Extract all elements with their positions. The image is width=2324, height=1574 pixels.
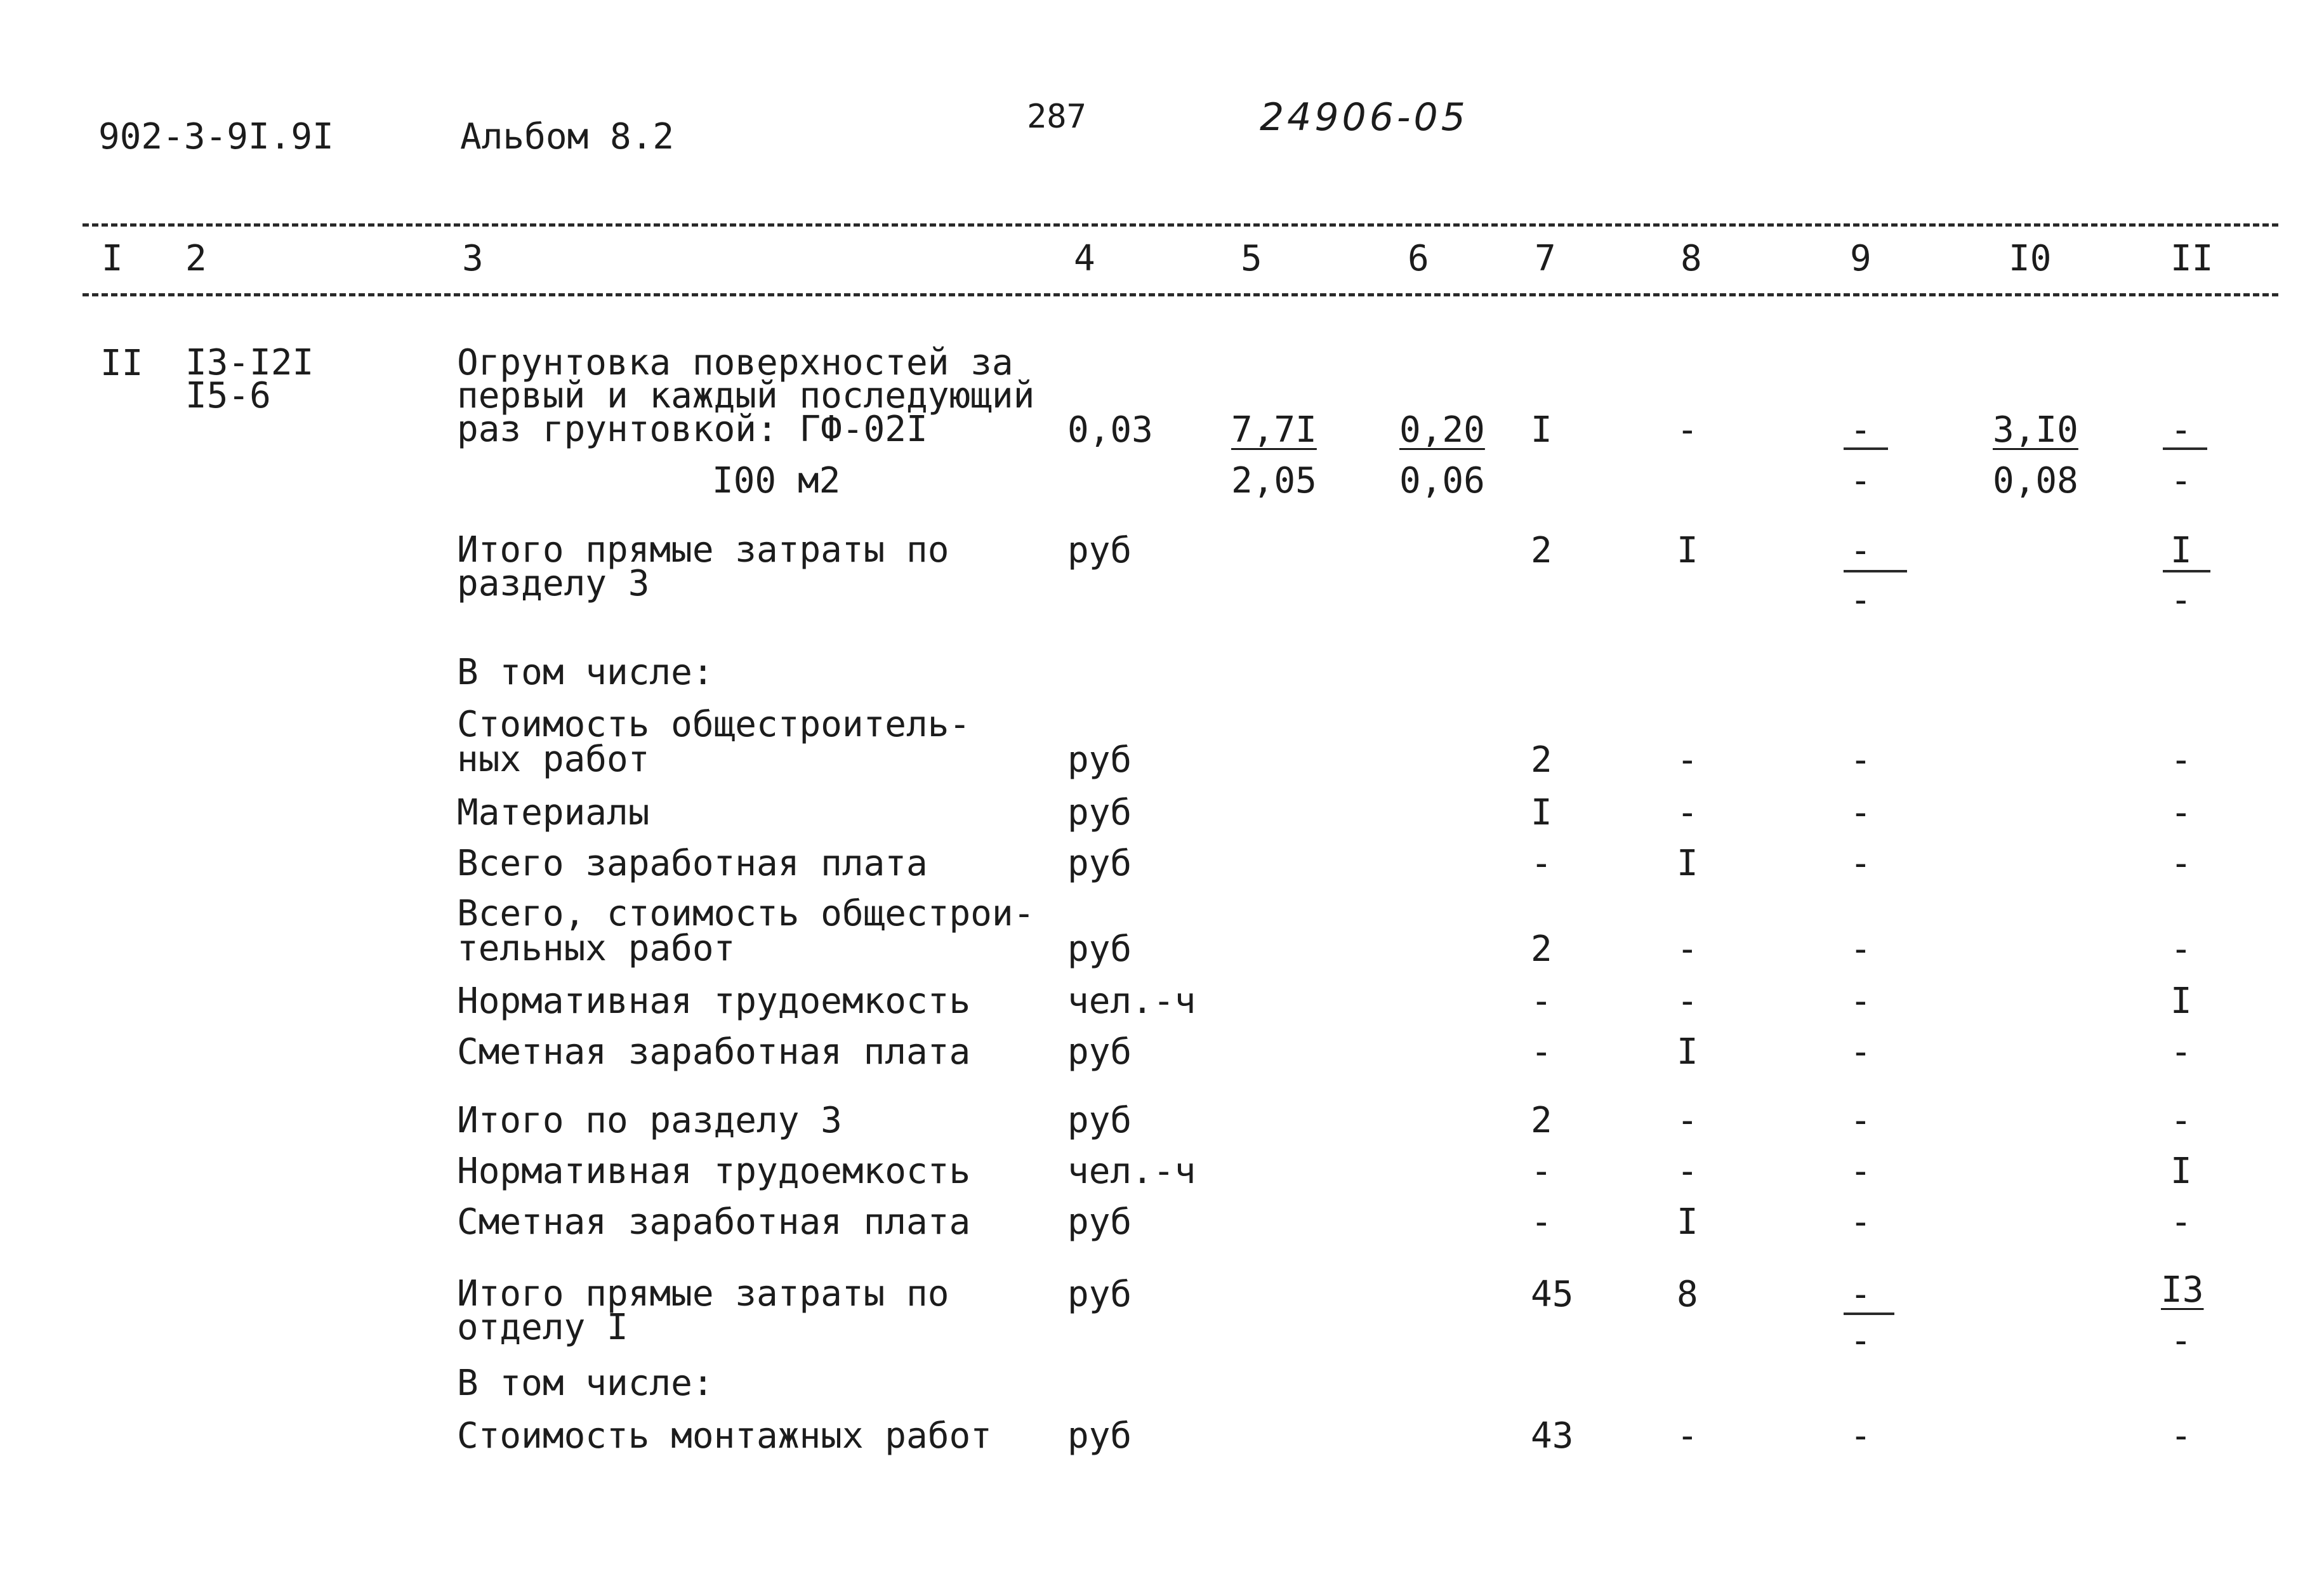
item-description-line1: Огрунтовка поверхностей за bbox=[457, 342, 1013, 383]
row-unit: чел.-ч bbox=[1067, 981, 1196, 1022]
row-col11: - bbox=[2170, 792, 2192, 833]
row-label-line2: ных работ bbox=[457, 739, 650, 780]
row-col7: - bbox=[1531, 843, 1552, 884]
row-label-line1: Нормативная трудоемкость bbox=[457, 1151, 971, 1192]
section-total-col9-bottom: - bbox=[1850, 579, 1872, 621]
section-total-col9-top: - bbox=[1850, 530, 1872, 571]
section-total-col11-bottom: - bbox=[2170, 579, 2192, 621]
col-header-11: II bbox=[2170, 238, 2214, 279]
page-number: 287 bbox=[1027, 98, 1086, 136]
item-col11-underline bbox=[2163, 447, 2207, 450]
row-label-line1: Нормативная трудоемкость bbox=[457, 981, 971, 1022]
header-top-rule bbox=[83, 223, 2278, 227]
dept-total-col8: 8 bbox=[1677, 1274, 1698, 1315]
row-unit: руб bbox=[1067, 1201, 1132, 1243]
item-col8: - bbox=[1677, 409, 1698, 451]
row-unit: руб bbox=[1067, 843, 1132, 884]
row-label-line2: тельных работ bbox=[457, 928, 736, 969]
section-total-col11-top: I bbox=[2170, 530, 2192, 571]
row-unit: руб bbox=[1067, 1031, 1132, 1073]
dept-total-label-line1: Итого прямые затраты по bbox=[457, 1273, 949, 1314]
section-total-label-line2: разделу 3 bbox=[457, 563, 650, 604]
row-col7: - bbox=[1531, 1031, 1552, 1073]
row-col8: - bbox=[1677, 1415, 1698, 1457]
row-col11: I bbox=[2170, 981, 2192, 1022]
row-col8: - bbox=[1677, 792, 1698, 833]
item-col7: I bbox=[1531, 409, 1552, 451]
section-total-label-line1: Итого прямые затраты по bbox=[457, 529, 949, 571]
row-unit: руб bbox=[1067, 739, 1132, 781]
row-unit: руб bbox=[1067, 1100, 1132, 1141]
dept-total-col7: 45 bbox=[1531, 1274, 1574, 1315]
row-col8: - bbox=[1677, 1100, 1698, 1141]
row-label-line1: Итого по разделу 3 bbox=[457, 1100, 842, 1141]
item-unit: I00 м2 bbox=[712, 460, 841, 501]
row-col9: - bbox=[1850, 843, 1872, 884]
item-col10-bottom: 0,08 bbox=[1993, 460, 2078, 501]
row-col9: - bbox=[1850, 981, 1872, 1022]
row-col11: - bbox=[2170, 1100, 2192, 1141]
including-label-2: В том числе: bbox=[457, 1363, 714, 1404]
row-col8: I bbox=[1677, 843, 1698, 884]
row-label-line1: Сметная заработная плата bbox=[457, 1201, 971, 1243]
row-col9: - bbox=[1850, 1031, 1872, 1073]
item-col6-top: 0,20 bbox=[1399, 409, 1485, 451]
dept-total-col9-top: - bbox=[1850, 1274, 1872, 1315]
col-header-6: 6 bbox=[1408, 238, 1429, 279]
row-col7: 2 bbox=[1531, 929, 1552, 970]
item-code-line2: I5-6 bbox=[185, 375, 271, 416]
section-total-col9-underline bbox=[1844, 570, 1907, 572]
item-col9-underline bbox=[1844, 447, 1888, 450]
row-unit: руб bbox=[1067, 1415, 1132, 1457]
row-col9: - bbox=[1850, 929, 1872, 970]
document-code: 902-3-9I.9I bbox=[98, 116, 334, 157]
item-quantity: 0,03 bbox=[1067, 409, 1153, 451]
col-header-5: 5 bbox=[1241, 238, 1262, 279]
row-col11: - bbox=[2170, 843, 2192, 884]
row-col9: - bbox=[1850, 792, 1872, 833]
handwritten-stamp-number: 24906-05 bbox=[1260, 95, 1469, 140]
row-label-line1: Стоимость общестроитель- bbox=[457, 704, 971, 745]
item-code-line1: I3-I2I bbox=[185, 342, 314, 383]
row-col7: - bbox=[1531, 1151, 1552, 1192]
row-col7: I bbox=[1531, 792, 1552, 833]
item-description-line2: первый и каждый последующий bbox=[457, 375, 1035, 416]
col-header-1: I bbox=[102, 238, 123, 279]
item-col10-top: 3,I0 bbox=[1993, 409, 2078, 451]
row-col9: - bbox=[1850, 1100, 1872, 1141]
row-col9: - bbox=[1850, 1415, 1872, 1457]
row-col11: - bbox=[2170, 929, 2192, 970]
item-col9-top: - bbox=[1850, 409, 1872, 451]
row-col9: - bbox=[1850, 739, 1872, 781]
item-col5-top: 7,7I bbox=[1231, 409, 1317, 451]
row-label-line1: Стоимость монтажных работ bbox=[457, 1415, 992, 1457]
row-col11: I bbox=[2170, 1151, 2192, 1192]
col-header-7: 7 bbox=[1535, 238, 1556, 279]
row-col11: - bbox=[2170, 1415, 2192, 1457]
row-label-line1: Материалы bbox=[457, 792, 650, 833]
item-description-line3: раз грунтовкой: ГФ-02I bbox=[457, 409, 928, 450]
row-col8: I bbox=[1677, 1201, 1698, 1243]
col-header-10: I0 bbox=[2009, 238, 2052, 279]
dept-total-col9-bottom: - bbox=[1850, 1320, 1872, 1361]
item-col5-bottom: 2,05 bbox=[1231, 460, 1317, 501]
row-col11: - bbox=[2170, 1031, 2192, 1073]
row-col7: 43 bbox=[1531, 1415, 1574, 1457]
row-col8: - bbox=[1677, 929, 1698, 970]
row-col7: - bbox=[1531, 981, 1552, 1022]
row-unit: руб bbox=[1067, 792, 1132, 833]
including-label: В том числе: bbox=[457, 652, 714, 693]
item-number: II bbox=[100, 343, 143, 384]
row-unit: руб bbox=[1067, 929, 1132, 970]
item-col11-top: - bbox=[2170, 409, 2192, 451]
row-col11: - bbox=[2170, 739, 2192, 781]
row-col9: - bbox=[1850, 1201, 1872, 1243]
row-col9: - bbox=[1850, 1151, 1872, 1192]
item-col6-bottom: 0,06 bbox=[1399, 460, 1485, 501]
row-col11: - bbox=[2170, 1201, 2192, 1243]
row-col7: 2 bbox=[1531, 1100, 1552, 1141]
section-total-col7: 2 bbox=[1531, 530, 1552, 571]
dept-total-label-line2: отделу I bbox=[457, 1307, 628, 1348]
item-col9-bottom: - bbox=[1850, 460, 1872, 501]
section-total-unit: руб bbox=[1067, 530, 1132, 571]
row-col8: - bbox=[1677, 739, 1698, 781]
item-col11-bottom: - bbox=[2170, 460, 2192, 501]
col-header-9: 9 bbox=[1850, 238, 1872, 279]
dept-total-col11-bottom: - bbox=[2170, 1320, 2192, 1361]
row-col7: - bbox=[1531, 1201, 1552, 1243]
album-label: Альбом 8.2 bbox=[460, 116, 675, 157]
col-header-4: 4 bbox=[1074, 238, 1095, 279]
row-label-line1: Сметная заработная плата bbox=[457, 1031, 971, 1073]
row-col7: 2 bbox=[1531, 739, 1552, 781]
header-bottom-rule bbox=[83, 293, 2278, 296]
col-header-2: 2 bbox=[185, 238, 207, 279]
row-col8: I bbox=[1677, 1031, 1698, 1073]
col-header-3: 3 bbox=[462, 238, 484, 279]
row-label-line1: Всего заработная плата bbox=[457, 843, 928, 884]
dept-total-col11-top: I3 bbox=[2161, 1269, 2204, 1311]
row-col8: - bbox=[1677, 981, 1698, 1022]
col-header-8: 8 bbox=[1680, 238, 1702, 279]
row-unit: чел.-ч bbox=[1067, 1151, 1196, 1192]
dept-total-col9-underline bbox=[1844, 1313, 1894, 1315]
row-label-line1: Всего, стоимость общестрои- bbox=[457, 893, 1035, 934]
row-col8: - bbox=[1677, 1151, 1698, 1192]
section-total-col11-underline bbox=[2163, 570, 2210, 572]
section-total-col8: I bbox=[1677, 530, 1698, 571]
dept-total-unit: руб bbox=[1067, 1274, 1132, 1315]
